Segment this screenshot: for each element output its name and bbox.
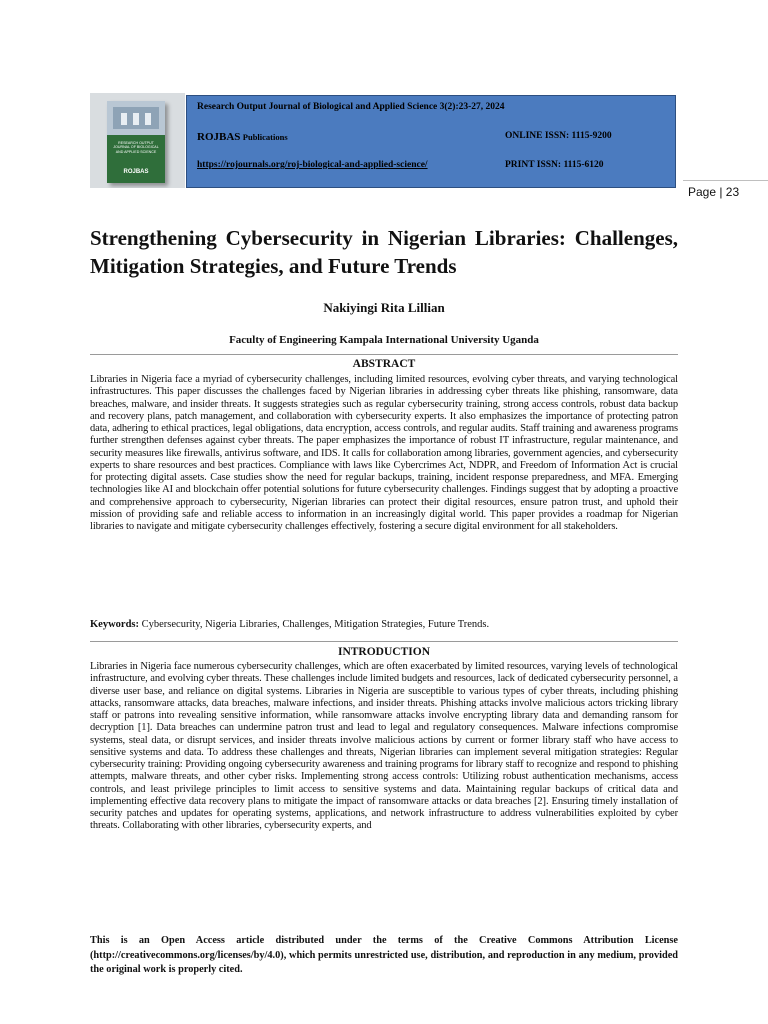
author-affiliation: Faculty of Engineering Kampala International University Uganda	[229, 334, 539, 346]
abstract-text: Libraries in Nigeria face a myriad of cybersecurity challenges, including limited resources, evolving cyber threats, and varying technological infrastructures. This paper discusses the challenges faced by Nigerian libraries in addressing cyber threats like phishing, ransomware, data breaches, malware, and insider threats. It suggests strategies such as regular cybersecurity training, strong access controls, robust data backup and recovery plans, patch management, and collaboration with cybersecurity experts. It also emphasizes the importance of protecting patron data, adhering to ethical practices, legal obligations, data encryption, access controls, and regular audits. Staff training and awareness programs further strengthen defenses against cyber threats. The paper emphasizes the importance of robust IT infrastructure, regular maintenance, and security measures like firewalls, antivirus software, and IDS. It calls for collaboration among libraries, government agencies, and cybersecurity experts to share resources and best practices. Compliance with laws like Cybercrimes Act, NDPR, and Freedom of Information Act is crucial for protecting digital assets. Case studies show the need for regular backups, training, incident response preparedness, and MFA. Emerging technologies like AI and blockchain offer potential solutions for future cybersecurity challenges. Findings suggest that by adopting a proactive and comprehensive approach to cybersecurity, Nigerian libraries can protect their digital resources, ensure patron trust, and uphold their mission of providing safe and reliable access to information in an increasingly digital world. This paper provides a roadmap for Nigerian libraries to navigate and mitigate cybersecurity challenges effectively, fostering a secure digital environment for all stakeholders.	[90, 374, 678, 532]
journal-url[interactable]: https://rojournals.org/roj-biological-and-applied-science/	[197, 160, 428, 170]
introduction-text: Libraries in Nigeria face numerous cybersecurity challenges, which are often exacerbated by limited resources, varying levels of technological infrastructure, and evolving cyber threats. These challenges include limited budgets and resources, lack of dedicated cybersecurity personnel, a diverse user base, and reliance on digital systems. Libraries in Nigeria are susceptible to various types of cyber threats, including phishing attacks, ransomware attacks, data breaches, malware infections, and insider threats. Phishing attacks involve malicious actors tricking library staff or patrons into revealing sensitive information, while ransomware attacks involve encrypting library data and demanding ransom for decryption [1]. Data breaches can undermine patron trust and lead to legal and regulatory consequences. Malware infections compromise systems, steal data, or disrupt services, and insider threats involve malicious actions by current or former library staff who have access to sensitive systems and data. To address these challenges and threats, Nigerian libraries can implement several mitigation strategies: Regular cybersecurity training: Providing ongoing cybersecurity awareness and training programs for library staff to recognize and respond to phishing attempts, malware threats, and other cyber risks. Implementing strong access controls: Utilizing robust authentication mechanisms, access controls, and least privilege principles to limit access to sensitive systems and data. Maintaining regular backups of critical data and implementing effective data recovery plans to mitigate the impact of ransomware attacks or data breaches [2]. Ensuring timely installation of security patches and updates for operating systems, applications, and network infrastructure to address vulnerabilities exploited by cyber threats. Collaborating with other libraries, cybersecurity experts, and	[90, 661, 678, 832]
cover-band-text: RESEARCH OUTPUT JOURNAL OF BIOLOGICAL AND APPLIED SCIENCE	[113, 141, 159, 154]
paper-title: Strengthening Cybersecurity in Nigerian Libraries: Challenges, Mitigation Strategies, and Future Trends	[90, 226, 678, 278]
license-notice: This is an Open Access article distributed under the terms of the Creative Commons Attribution License (http://creativecommons.org/licenses/by/4.0), which permits unrestricted use, distribution, and reproduction in any medium, provided the original work is properly cited.	[90, 935, 678, 975]
author-name: Nakiyingi Rita Lillian	[323, 300, 445, 315]
book-cover	[107, 101, 165, 183]
introduction-heading: INTRODUCTION	[337, 646, 430, 658]
online-issn: ONLINE ISSN: 1115-9200	[505, 131, 612, 141]
cover-logo: ROJBAS	[123, 169, 149, 175]
journal-cover-image	[90, 93, 185, 188]
journal-citation: Research Output Journal of Biological and Applied Science 3(2):23-27, 2024	[197, 102, 505, 112]
abstract-rule	[90, 354, 678, 355]
print-issn: PRINT ISSN: 1115-6120	[505, 160, 604, 170]
keywords: Keywords: Cybersecurity, Nigeria Libraries, Challenges, Mitigation Strategies, Future Trends.	[90, 619, 490, 630]
page-number: Page | 23	[688, 185, 740, 199]
abstract-heading: ABSTRACT	[352, 358, 416, 370]
journal-banner	[186, 95, 676, 188]
page-number-box	[683, 180, 768, 206]
introduction-rule	[90, 641, 678, 642]
publisher: ROJBAS Publications	[197, 131, 288, 143]
